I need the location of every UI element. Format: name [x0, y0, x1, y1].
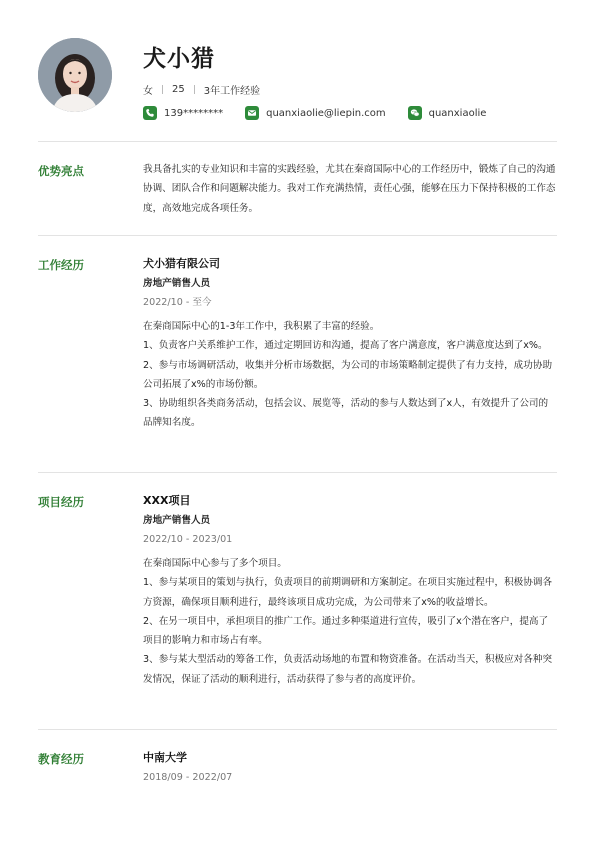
mail-icon	[245, 106, 259, 120]
work-line: 3、协助组织各类商务活动，包括会议、展览等，活动的参与人数达到了x人，有效提升了公司的品牌知名度。	[143, 398, 549, 429]
work-content	[143, 256, 557, 433]
work-line: 2、参与市场调研活动，收集并分析市场数据，为公司的市场策略制定提供了有力支持，成功协助公司拓展了x%的市场份额。	[143, 359, 553, 390]
education-content	[143, 750, 557, 785]
avatar	[38, 38, 112, 112]
candidate-name: 犬小猎	[143, 46, 215, 72]
project-content	[143, 493, 557, 689]
avatar-photo	[38, 38, 112, 112]
candidate-meta	[143, 82, 260, 97]
project-date: 2022/10 - 2023/01	[143, 534, 233, 545]
wechat-id: quanxiaolie	[428, 107, 487, 119]
section-divider	[38, 235, 557, 236]
project-line: 2、在另一项目中，承担项目的推广工作。通过多种渠道进行宣传，吸引了x个潜在客户，提高了项目的影响力和市场占有率。	[143, 615, 549, 647]
section-divider	[38, 141, 557, 142]
phone-icon	[143, 106, 157, 120]
work-date: 2022/10 - 至今	[143, 297, 212, 308]
project-name: XXX项目	[143, 494, 191, 507]
project-description	[143, 554, 557, 689]
section-title-strengths: 优势亮点	[38, 164, 84, 178]
project-line: 1、参与某项目的策划与执行，负责项目的前期调研和方案制定。在项目实施过程中，积极协调各方资源，确保项目顺利进行，最终该项目成功完成，为公司带来了x%的收益增长。	[143, 577, 553, 608]
email-address[interactable]: quanxiaolie@liepin.com	[266, 107, 386, 119]
work-line: 在秦商国际中心的1-3年工作中，我积累了丰富的经验。	[143, 321, 380, 332]
section-title-education: 教育经历	[38, 752, 84, 766]
age: 25	[172, 84, 185, 95]
section-title-project: 项目经历	[38, 495, 84, 509]
section-divider	[38, 729, 557, 730]
strengths-content	[143, 160, 557, 218]
gender: 女	[143, 86, 153, 97]
meta-separator	[194, 85, 195, 94]
project-line: 在秦商国际中心参与了多个项目。	[143, 558, 287, 569]
contact-wechat	[408, 106, 487, 120]
project-role: 房地产销售人员	[143, 515, 211, 526]
contact-email	[245, 106, 386, 120]
meta-separator	[162, 85, 163, 94]
wechat-icon	[408, 106, 422, 120]
contact-phone	[143, 106, 223, 120]
project-line: 3、参与某大型活动的筹备工作，负责活动场地的布置和物资准备。在活动当天，积极应对各种突发情况，保证了活动的顺利进行，活动获得了参与者的高度评价。	[143, 654, 553, 685]
company-name: 犬小猎有限公司	[143, 257, 220, 270]
section-divider	[38, 472, 557, 473]
work-line: 1、负责客户关系维护工作，通过定期回访和沟通，提高了客户满意度，客户满意度达到了x%。	[143, 340, 548, 352]
job-role: 房地产销售人员	[143, 278, 211, 289]
school-name: 中南大学	[143, 751, 187, 764]
contact-info	[143, 106, 508, 120]
section-title-work: 工作经历	[38, 258, 84, 272]
education-date: 2018/09 - 2022/07	[143, 772, 233, 783]
strengths-text: 我具备扎实的专业知识和丰富的实践经验，尤其在秦商国际中心的工作经历中，锻炼了自己的沟通协调、团队合作和问题解决能力。我对工作充满热情，责任心强，能够在压力下保持积极的工作态度，高效地完成各项任务。	[143, 164, 556, 214]
work-description	[143, 317, 557, 433]
phone-number: 139********	[164, 107, 224, 119]
experience: 3年工作经验	[203, 86, 261, 97]
